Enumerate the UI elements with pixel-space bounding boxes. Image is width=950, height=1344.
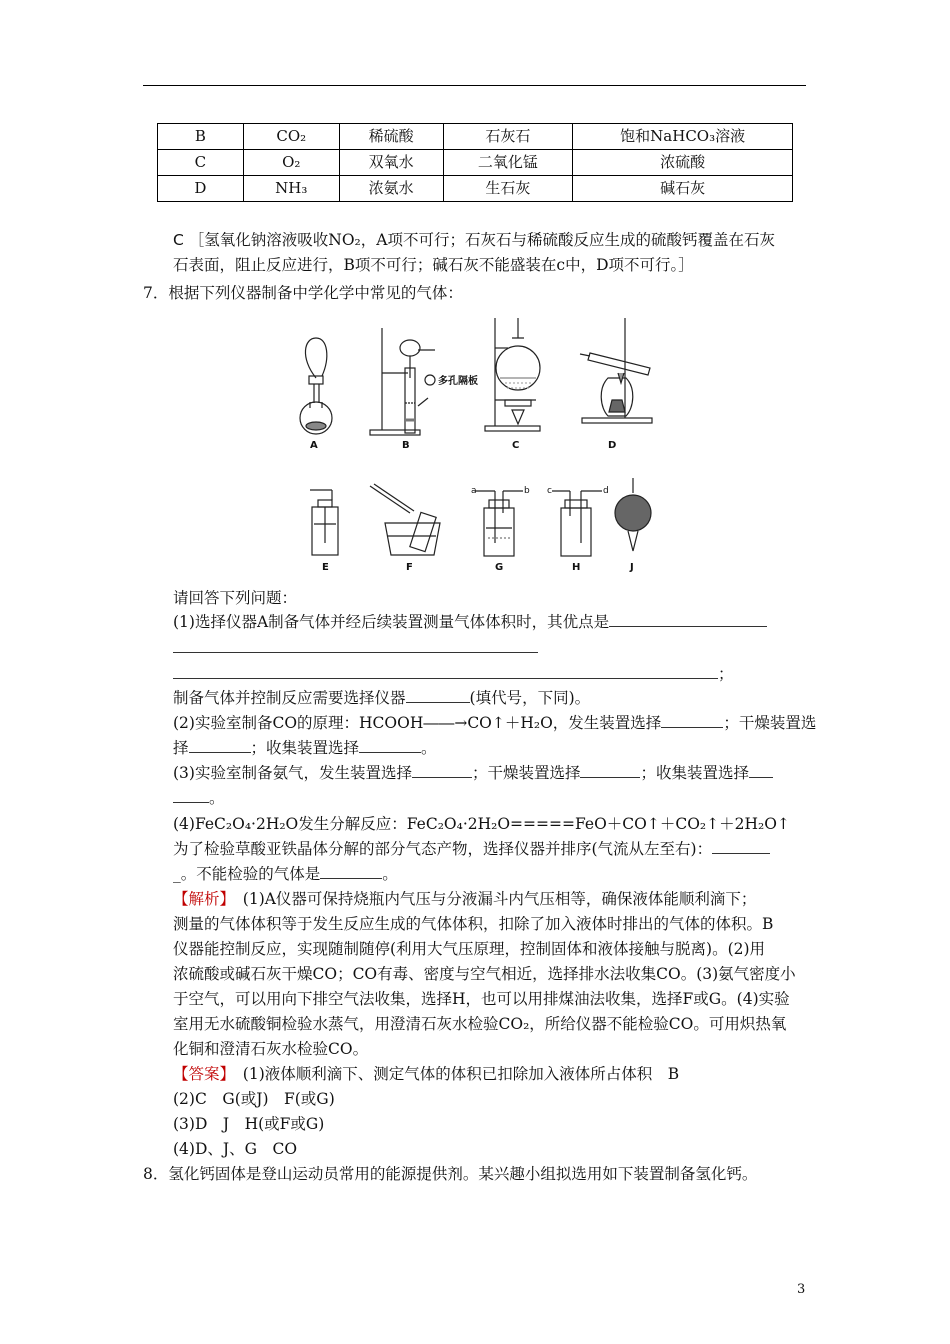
apparatus-a (300, 338, 332, 434)
punctuation: 。 (421, 739, 437, 757)
apparatus-label: A (310, 440, 318, 451)
q7-part1b-end: (填代号，下同)。 (469, 689, 591, 707)
q7-part4-line: (4)FeC₂O₄·2H₂O发生分解反应：FeC₂O₄·2H₂O=====FeO＋CO↑＋CO₂↑＋2H₂O↑ (173, 815, 790, 833)
table-row (158, 176, 793, 202)
q6-explanation-text: ［氢氧化钠溶液吸收NO₂，A项不可行；石灰石与稀硫酸反应生成的硫酸钙覆盖在石灰 (188, 231, 775, 249)
apparatus-b (370, 328, 435, 435)
header-rule (143, 85, 806, 86)
apparatus-g (475, 491, 523, 556)
q7-part4b-line (173, 837, 770, 861)
apparatus-figure (290, 318, 675, 573)
q6-explanation-line-2: 石表面，阻止反应进行，B项不可行；碱石灰不能盛装在c中，D项不可行。］ (173, 256, 694, 274)
apparatus-label: C (512, 440, 520, 451)
punctuation: ； (718, 665, 734, 683)
answer-blank (189, 736, 251, 753)
q7-part3-mid2: ；收集装置选择 (640, 764, 749, 782)
q7-part2-text: (2)实验室制备CO的原理：HCOOH――→CO↑＋H₂O，发生装置选择 (173, 714, 662, 732)
q7-part2b-mid: ；收集装置选择 (250, 739, 360, 757)
q7-part2-line (173, 711, 816, 735)
table-row (158, 150, 793, 176)
apparatus-label: J (630, 562, 634, 573)
table-cell: CO₂ (243, 124, 339, 150)
table-cell: 浓氨水 (339, 176, 443, 202)
apparatus-f (370, 484, 440, 555)
apparatus-e (310, 490, 338, 555)
apparatus-c (485, 318, 540, 431)
port-label: d (603, 486, 609, 496)
table-cell: 生石灰 (443, 176, 573, 202)
table-cell: NH₃ (243, 176, 339, 202)
analysis-line: 于空气，可以用向下排空气法收集，选择H，也可以用排煤油法收集，选择F或G。(4)实验 (173, 990, 790, 1008)
apparatus-label: E (322, 562, 329, 573)
options-table (157, 123, 793, 202)
apparatus-label: G (495, 562, 504, 573)
q7-part2b-start: 择 (173, 739, 189, 757)
apparatus-label: B (402, 440, 410, 451)
table-cell: 双氧水 (339, 150, 443, 176)
table-cell: 浓硫酸 (573, 150, 793, 176)
answer-blank (609, 610, 767, 627)
punctuation: 。 (209, 789, 225, 807)
q7-stem: 7．根据下列仪器制备中学化学中常见的气体： (143, 284, 463, 302)
table-row (158, 124, 793, 150)
page-number: 3 (797, 1282, 806, 1297)
q7-part3-mid: ；干燥装置选择 (471, 764, 581, 782)
answer-blank (412, 761, 472, 778)
answer-line: (2)C G(或J) F(或G) (173, 1090, 335, 1108)
q7-part1-text: (1)选择仪器A制备气体并经后续装置测量气体体积时，其优点是 (173, 613, 610, 631)
answer-blank (173, 636, 538, 653)
analysis-tag: 【解析】 (173, 890, 228, 908)
answer-line (173, 1062, 679, 1086)
table-cell: 饱和NaHCO₃溶液 (573, 124, 793, 150)
answer-line: (3)D J H(或F或G) (173, 1115, 325, 1133)
answer-blank (173, 662, 718, 679)
porous-plate-label: 多孔隔板 (438, 376, 478, 387)
answer-blank (320, 862, 382, 879)
answer-blank (406, 686, 470, 703)
table-cell: 石灰石 (443, 124, 573, 150)
q7-part1-line (173, 610, 767, 634)
q7-part1b-line (173, 686, 590, 710)
q6-answer-letter: C (173, 231, 184, 249)
apparatus-d (580, 318, 652, 423)
port-label: a (471, 486, 477, 496)
q7-part1-blank-line (173, 636, 538, 660)
analysis-text: (1)A仪器可保持烧瓶内气压与分液漏斗内气压相等，确保液体能顺利滴下； (242, 890, 757, 908)
q7-part2-text-end: ；干燥装置选 (723, 714, 817, 732)
answer-blank (749, 761, 773, 778)
apparatus-j (615, 478, 651, 551)
apparatus-h (552, 491, 602, 556)
answer-blank (359, 736, 421, 753)
answer-blank (580, 761, 640, 778)
analysis-line: 仪器能控制反应，实现随制随停(利用大气压原理，控制固体和液体接触与脱离)。(2)用 (173, 940, 766, 958)
answer-tag: 【答案】 (173, 1065, 228, 1083)
answer-blank (661, 711, 723, 728)
answer-blank (173, 786, 209, 803)
table-cell: O₂ (243, 150, 339, 176)
analysis-line: 浓硫酸或碱石灰干燥CO；CO有毒、密度与空气相近，选择排水法收集CO。(3)氨气密度小 (173, 965, 796, 983)
analysis-line: 化铜和澄清石灰水检验CO。 (173, 1040, 369, 1058)
apparatus-label: H (572, 562, 581, 573)
q8-stem: 8．氢化钙固体是登山运动员常用的能源提供剂。某兴趣小组拟选用如下装置制备氢化钙。 (143, 1165, 758, 1183)
apparatus-label: F (406, 562, 413, 573)
table-cell: 二氧化锰 (443, 150, 573, 176)
q7-part4b-text: 为了检验草酸亚铁晶体分解的部分气态产物，选择仪器并排序(气流从左至右)： (173, 840, 713, 858)
analysis-line: 测量的气体体积等于发生反应生成的气体体积，扣除了加入液体时排出的气体的体积。B (173, 915, 774, 933)
q7-part1b-text: 制备气体并控制反应需要选择仪器 (173, 689, 406, 707)
q7-part2b-line (173, 736, 437, 760)
answer-blank (712, 837, 770, 854)
analysis-line: 室用无水硫酸铜检验水蒸气，用澄清石灰水检验CO₂，所给仪器不能检验CO。可用炽热氧 (173, 1015, 787, 1033)
answer-text: (1)液体顺利滴下、测定气体的体积已扣除加入液体所占体积 B (242, 1065, 680, 1083)
q7-part1-blank-line (173, 662, 734, 686)
analysis-line (173, 887, 756, 911)
table-cell: D (158, 176, 244, 202)
q7-part3-text: (3)实验室制备氨气，发生装置选择 (173, 764, 412, 782)
table-cell: B (158, 124, 244, 150)
table-cell: 稀硫酸 (339, 124, 443, 150)
table-cell: 碱石灰 (573, 176, 793, 202)
q6-explanation-line-1 (173, 228, 775, 252)
table-cell: C (158, 150, 244, 176)
q7-part3-line (173, 761, 773, 785)
apparatus-label: D (608, 440, 617, 451)
port-label: c (547, 486, 552, 496)
punctuation: 。 (382, 865, 398, 883)
q7-part4c-start: _。不能检验的气体是 (173, 865, 321, 883)
q7-prompt: 请回答下列问题： (173, 589, 298, 607)
q7-part3b-line (173, 786, 225, 810)
port-label: b (524, 486, 530, 496)
answer-line: (4)D、J、G CO (173, 1140, 298, 1158)
q7-part4c-line (173, 862, 398, 886)
